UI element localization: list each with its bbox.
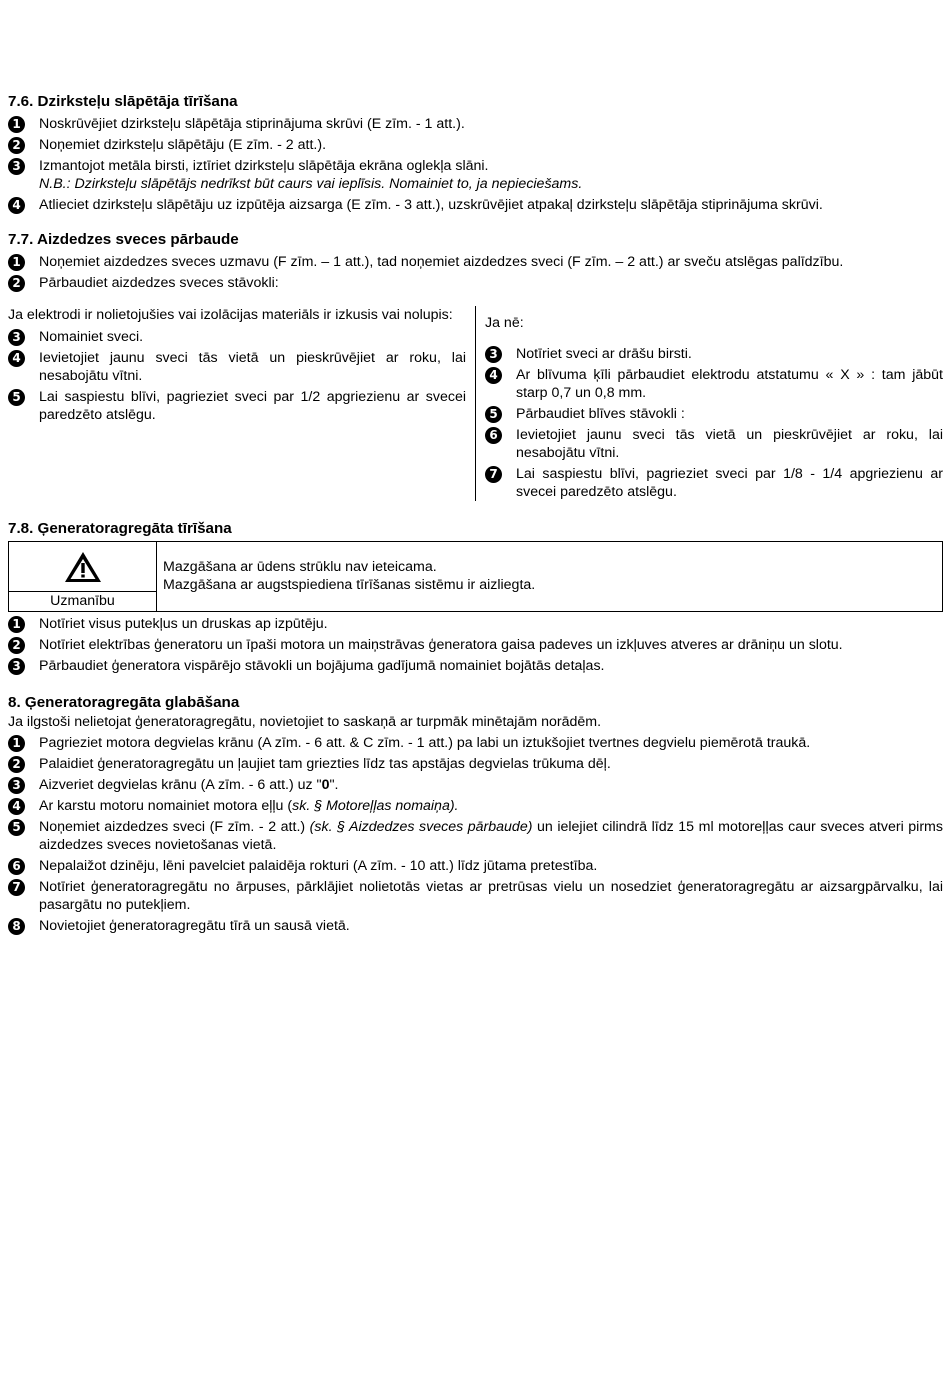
- warning-box: [8, 541, 943, 612]
- step-7-6-4: [8, 196, 943, 214]
- step-7-7-2: [8, 274, 943, 292]
- step-7-8-1: [8, 615, 943, 633]
- step-right-4: [485, 366, 943, 402]
- step-text: Notīriet ģeneratoragregātu no ārpuses, pārklājiet nolietotās vietas ar pretrūsas vielu un nosedziet ģeneratoragregātu ar aizsargpārvalku, lai pasargātu no putekļiem.: [39, 879, 943, 913]
- step-text: Ar blīvuma ķīli pārbaudiet elektrodu atstatumu « X » : tam jābūt starp 0,7 un 0,8 mm.: [516, 367, 943, 401]
- step-7-7-1: [8, 253, 943, 271]
- number-badge: 3: [485, 346, 502, 363]
- column-ok: [476, 306, 943, 501]
- spark-plug-columns: [8, 306, 943, 501]
- step-left-4: [8, 349, 466, 385]
- number-badge: 3: [8, 329, 25, 346]
- number-badge: 2: [8, 137, 25, 154]
- step-right-5: [485, 405, 943, 423]
- column-worn: [8, 306, 476, 501]
- warning-triangle-icon: [63, 550, 103, 584]
- step-text: Notīriet sveci ar drāšu birsti.: [516, 346, 692, 362]
- number-badge: 6: [485, 427, 502, 444]
- step-text: Pagrieziet motora degvielas krānu (A zīm. - 6 att. & C zīm. - 1 att.) pa labi un iztukšojiet tvertnes degvielu piemērotā traukā.: [39, 735, 811, 751]
- number-badge: 1: [8, 254, 25, 271]
- step-text: Aizveriet degvielas krānu (A zīm. - 6 att.) uz ": [39, 777, 322, 793]
- step-right-3: [485, 345, 943, 363]
- step-text: Palaidiet ģeneratoragregātu un ļaujiet tam griezties līdz tas apstājas degvielas trūkuma dēļ.: [39, 756, 611, 772]
- warning-line: Mazgāšana ar ūdens strūklu nav ieteicama.: [163, 559, 437, 575]
- number-badge: 3: [8, 777, 25, 794]
- number-badge: 8: [8, 918, 25, 935]
- step-8-5: [8, 818, 943, 854]
- step-7-6-1: [8, 115, 943, 133]
- cross-reference: sk. § Motoreļļas nomaiņa).: [292, 798, 459, 814]
- number-badge: 2: [8, 275, 25, 292]
- number-badge: 7: [485, 466, 502, 483]
- step-text: Ievietojiet jaunu sveci tās vietā un pieskrūvējiet ar roku, lai nesabojātu vītni.: [39, 350, 466, 384]
- step-left-5: [8, 388, 466, 424]
- step-text: Atlieciet dzirksteļu slāpētāju uz izpūtēja aizsarga (E zīm. - 3 att.), uzskrūvējiet atpakaļ dzirksteļu slāpētāja stiprinājuma skrūvi.: [39, 197, 823, 213]
- step-text-end: ".: [329, 777, 339, 793]
- step-right-7: [485, 465, 943, 501]
- number-badge: 1: [8, 116, 25, 133]
- step-text: Ievietojiet jaunu sveci tās vietā un pieskrūvējiet ar roku, lai nesabojātu vītni.: [516, 427, 943, 461]
- number-badge: 4: [8, 197, 25, 214]
- step-text: Pārbaudiet ģeneratora vispārējo stāvokli un bojājuma gadījumā nomainiet bojātās detaļas.: [39, 658, 605, 674]
- step-8-4: [8, 797, 943, 815]
- number-badge: 5: [485, 406, 502, 423]
- number-badge: 2: [8, 756, 25, 773]
- number-badge: 3: [8, 658, 25, 675]
- step-text: Izmantojot metāla birsti, iztīriet dzirksteļu slāpētāja ekrāna oglekļa slāni.: [39, 158, 489, 174]
- number-badge: 3: [8, 158, 25, 175]
- number-badge: 6: [8, 858, 25, 875]
- step-text: Ar karstu motoru nomainiet motora eļļu (: [39, 798, 293, 814]
- step-8-7: [8, 878, 943, 914]
- step-text: Noņemiet dzirksteļu slāpētāju (E zīm. - 2 att.).: [39, 137, 327, 153]
- step-note: N.B.: Dzirksteļu slāpētājs nedrīkst būt caurs vai ieplīsis. Nomainiet to, ja nepieciešams.: [39, 176, 583, 192]
- manual-page: [8, 92, 943, 935]
- column-intro: Ja elektrodi ir nolietojušies vai izolācijas materiāls ir izkusis vai nolupis:: [8, 307, 453, 323]
- step-8-2: [8, 755, 943, 773]
- step-text: Pārbaudiet blīves stāvokli :: [516, 406, 685, 422]
- number-badge: 2: [8, 637, 25, 654]
- step-7-6-3: [8, 157, 943, 193]
- step-left-3: [8, 328, 466, 346]
- number-badge: 4: [8, 350, 25, 367]
- step-text: Noskrūvējiet dzirksteļu slāpētāja stiprinājuma skrūvi (E zīm. - 1 att.).: [39, 116, 465, 132]
- step-8-6: [8, 857, 943, 875]
- warning-line: Mazgāšana ar augstspiediena tīrīšanas sistēmu ir aizliegta.: [163, 577, 536, 593]
- step-8-1: [8, 734, 943, 752]
- step-8-8: [8, 917, 943, 935]
- number-badge: 4: [485, 367, 502, 384]
- step-text: Noņemiet aizdedzes sveci (F zīm. - 2 att.): [39, 819, 310, 835]
- number-badge: 1: [8, 616, 25, 633]
- warning-symbol-cell: [9, 542, 157, 611]
- step-text: Noņemiet aizdedzes sveces uzmavu (F zīm. – 1 att.), tad noņemiet aizdedzes sveci (F zīm. – 2 att.) ar sveču atslēgas palīdzību.: [39, 254, 844, 270]
- section-intro: Ja ilgstoši nelietojat ģeneratoragregātu, novietojiet to saskaņā ar turpmāk minētajām norādēm.: [8, 714, 602, 730]
- warning-label: Uzmanību: [9, 591, 156, 611]
- step-text: Nepalaižot dzinēju, lēni pavelciet palaidēja rokturi (A zīm. - 10 att.) līdz jūtama pretestība.: [39, 858, 598, 874]
- column-intro: Ja nē:: [485, 315, 524, 331]
- step-text: Notīriet visus putekļus un druskas ap izpūtēju.: [39, 616, 328, 632]
- step-text: Notīriet elektrības ģeneratoru un īpaši motora un maiņstrāvas ģeneratora gaisa padeves un izkļuves atveres ar drāniņu un slotu.: [39, 637, 843, 653]
- step-7-8-3: [8, 657, 943, 675]
- number-badge: 4: [8, 798, 25, 815]
- number-badge: 5: [8, 389, 25, 406]
- step-right-6: [485, 426, 943, 462]
- step-text: Pārbaudiet aizdedzes sveces stāvokli:: [39, 275, 279, 291]
- step-text: Nomainiet sveci.: [39, 329, 144, 345]
- step-7-8-2: [8, 636, 943, 654]
- number-badge: 7: [8, 879, 25, 896]
- section-title-8: 8. Ģeneratoragregāta glabāšana: [8, 694, 240, 711]
- step-text: Novietojiet ģeneratoragregātu tīrā un sausā vietā.: [39, 918, 350, 934]
- section-title-7-7: 7.7. Aizdedzes sveces pārbaude: [8, 231, 239, 248]
- section-title-7-6: 7.6. Dzirksteļu slāpētāja tīrīšana: [8, 93, 238, 110]
- step-7-6-2: [8, 136, 943, 154]
- position-zero: 0: [321, 777, 330, 793]
- step-8-3: [8, 776, 943, 794]
- warning-text: [157, 542, 535, 611]
- number-badge: 1: [8, 735, 25, 752]
- number-badge: 5: [8, 819, 25, 836]
- step-text-end: un ielejiet cilindrā līdz 15 ml motoreļļas caur sveces atveri pirms aizdedzes sveces novietošanas vietā.: [39, 819, 943, 853]
- step-text: Lai saspiestu blīvi, pagrieziet sveci par 1/8 - 1/4 apgriezienu ar svecei paredzēto atslēgu.: [516, 466, 943, 500]
- step-text: Lai saspiestu blīvi, pagrieziet sveci par 1/2 apgriezienu ar svecei paredzēto atslēgu.: [39, 389, 466, 423]
- warning-icon-area: [9, 542, 156, 591]
- section-title-7-8: 7.8. Ģeneratoragregāta tīrīšana: [8, 520, 232, 537]
- cross-reference: (sk. § Aizdedzes sveces pārbaude): [309, 819, 533, 835]
